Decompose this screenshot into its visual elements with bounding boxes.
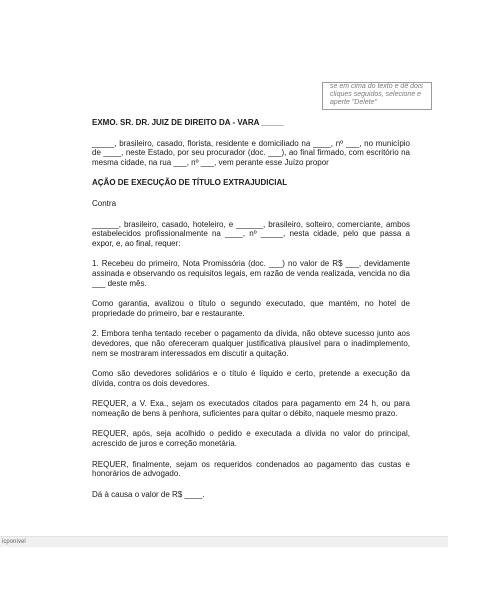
petition-body — [92, 118, 410, 510]
footer-bar — [0, 536, 448, 547]
action-title: AÇÃO DE EXECUÇÃO DE TÍTULO EXTRAJUDICIAL — [92, 178, 288, 188]
guarantee-paragraph: Como garantia, avalizou o título o segundo executado, que mantém, no hotel de propriedade do primeiro, bar e restaurante. — [92, 299, 410, 318]
court-heading: EXMO. SR. DR. JUIZ DE DIREITO DA - VARA _____ — [92, 118, 284, 127]
parties-paragraph: ______, brasileiro, casado, hoteleiro, e ______, brasileiro, solteiro, comerciante, ambos estabelecidos profissionalmente na ____, nº _____, nesta cidade, pelo que passa a expor, e, ao final, requer: — [92, 219, 410, 248]
solidary-paragraph: Como são devedores solidários e o título é líquido e certo, pretende a execução da dívida, contra os dois devedores. — [92, 369, 410, 388]
instruction-tooltip — [322, 82, 432, 110]
item-1-paragraph: 1. Recebeu do primeiro, Nota Promissória (doc. ___) no valor de R$ ___, devidamente assinada e observando os requisitos legais, em razão de venda realizada, vencida no dia ___ deste mês. — [92, 259, 410, 288]
footer-text: icponível — [2, 539, 26, 545]
item-2-paragraph: 2. Embora tenha tentado receber o pagamento da dívida, não obteve sucesso junto aos devedores, que não ofereceram qualquer justificativa plausível para o inadimplemento, nem se mostraram interessados em discutir a quitação. — [92, 329, 410, 358]
request-1-paragraph: REQUER, a V. Exa., sejam os executados citados para pagamento em 24 h, ou para nomeação de bens à penhora, suficientes para quitar o débito, naquele mesmo prazo. — [92, 399, 410, 418]
intro-paragraph: _____, brasileiro, casado, florista, residente e domiciliado na ____, nº ___, no município de ____, neste Estado, por seu procurador (doc. ___), ao final firmado, com escritório na mesma cidade, na rua ___, nº ___, vem perante esse Juízo propor — [92, 138, 410, 167]
tooltip-text: se em cima do texto e dê dois cliques seguidos, selecione e aperte "Delete" — [330, 83, 423, 106]
case-value-paragraph: Dá à causa o valor de R$ ____. — [92, 489, 205, 499]
request-2-paragraph: REQUER, após, seja acolhido o pedido e executada a dívida no valor do principal, acrescido de juros e correção monetária. — [92, 429, 410, 449]
contra-line: Contra — [92, 198, 117, 208]
request-3-paragraph: REQUER, finalmente, sejam os requeridos condenados ao pagamento das custas e honorários de advogado. — [92, 459, 410, 479]
